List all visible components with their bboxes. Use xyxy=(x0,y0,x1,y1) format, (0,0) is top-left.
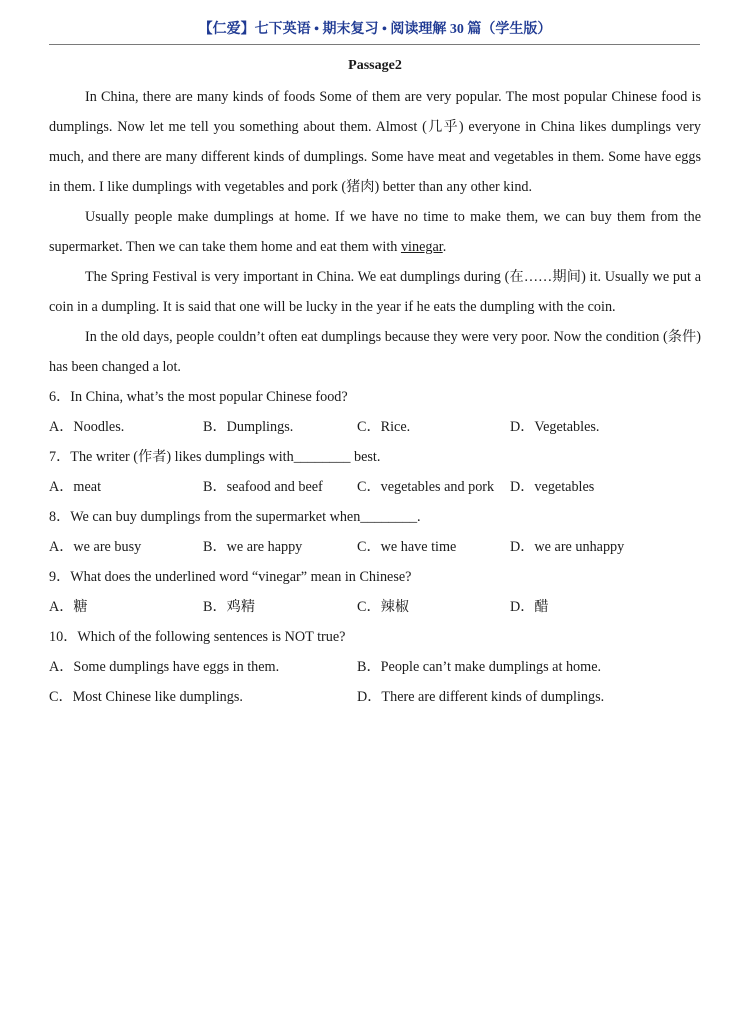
question-6: 6．In China, what’s the most popular Chinese food? xyxy=(49,389,348,405)
question-10: 10．Which of the following sentences is NOT true? xyxy=(49,629,346,645)
q9-option-b: B．鸡精 xyxy=(203,599,256,615)
q10-option-a: A．Some dumplings have eggs in them. xyxy=(49,659,280,675)
q7-option-b: B．seafood and beef xyxy=(203,479,323,495)
q9-option-d: D．醋 xyxy=(510,599,549,615)
q7-option-a: A．meat xyxy=(49,479,102,495)
question-10-options-row-2 xyxy=(49,682,701,712)
q8-option-a: A．we are busy xyxy=(49,539,142,555)
q6-option-a: A．Noodles. xyxy=(49,419,125,435)
paragraph-1: In China, there are many kinds of foods Some of them are very popular. The most popular Chinese food is dumplings. Now let me tell you something about them. Almost (几乎) everyone in China likes dumplings very much, and there are many different kinds of dumplings. Some have meat and vegetables in them. Some have eggs in them. I like dumplings with vegetables and pork (猪肉) better than any other kind. xyxy=(49,89,701,195)
document-header: 【仁爱】七下英语 • 期末复习 • 阅读理解 30 篇（学生版） xyxy=(198,22,552,37)
question-8-options xyxy=(49,532,701,562)
question-7-options xyxy=(49,472,701,502)
q9-option-c: C．辣椒 xyxy=(357,599,410,615)
q8-option-c: C．we have time xyxy=(357,539,457,555)
paragraph-4: In the old days, people couldn’t often eat dumplings because they were very poor. Now the condition (条件) has been changed a lot. xyxy=(49,329,701,375)
question-6-options xyxy=(49,412,701,442)
q8-option-b: B．we are happy xyxy=(203,539,303,555)
q6-option-d: D．Vegetables. xyxy=(510,419,600,435)
underlined-word: vinegar xyxy=(400,239,443,255)
q10-option-c: C．Most Chinese like dumplings. xyxy=(49,689,243,705)
q10-option-b: B．People can’t make dumplings at home. xyxy=(357,659,602,675)
passage-body xyxy=(49,82,701,712)
q6-option-b: B．Dumplings. xyxy=(203,419,294,435)
paragraph-2-end: . xyxy=(442,239,447,255)
header-divider xyxy=(49,44,700,45)
question-9: 9．What does the underlined word “vinegar” mean in Chinese? xyxy=(49,569,412,585)
q7-option-d: D．vegetables xyxy=(510,479,595,495)
question-8: 8．We can buy dumplings from the supermarket when________. xyxy=(49,509,421,525)
q9-option-a: A．糖 xyxy=(49,599,88,615)
q7-option-c: C．vegetables and pork xyxy=(357,479,495,495)
q10-option-d: D．There are different kinds of dumplings. xyxy=(357,689,605,705)
paragraph-2-text: Usually people make dumplings at home. If we have no time to make them, we can buy them from the supermarket. Then we can take them home and eat them with xyxy=(49,209,701,255)
q6-option-c: C．Rice. xyxy=(357,419,411,435)
question-9-options xyxy=(49,592,701,622)
passage-title: Passage2 xyxy=(348,58,402,73)
question-7: 7．The writer (作者) likes dumplings with________ best. xyxy=(49,449,381,465)
q8-option-d: D．we are unhappy xyxy=(510,539,625,555)
question-10-options-row-1 xyxy=(49,652,701,682)
paragraph-2 xyxy=(49,202,701,262)
paragraph-3: The Spring Festival is very important in China. We eat dumplings during (在……期间) it. Usually we put a coin in a dumpling. It is said that one will be lucky in the year if he eats the dumpling with the coin. xyxy=(49,269,701,315)
